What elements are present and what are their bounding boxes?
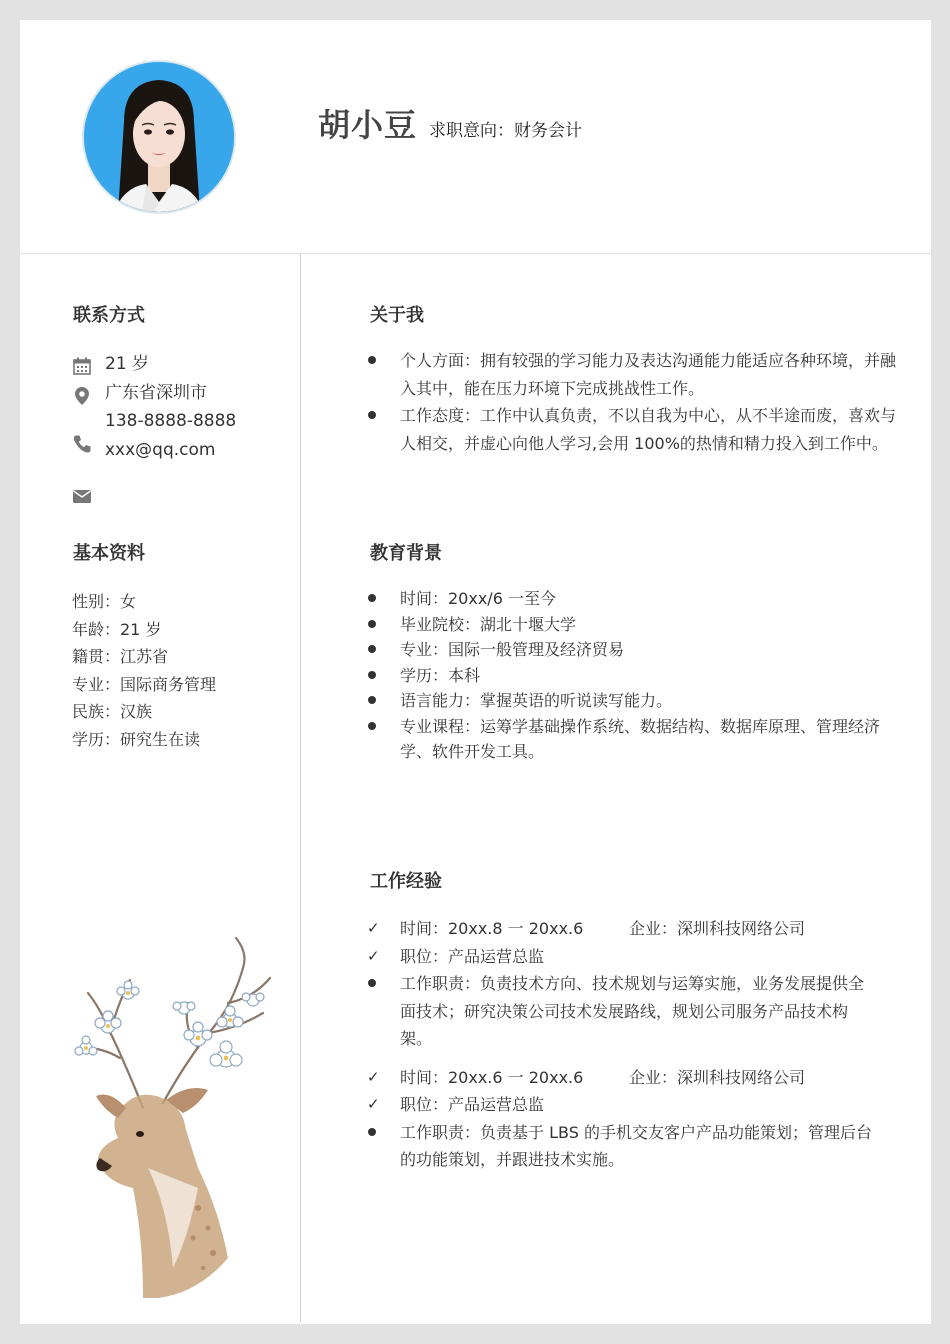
column-divider — [300, 254, 301, 1322]
mail-icon — [72, 486, 92, 506]
check-icon: ✓ — [367, 1095, 380, 1113]
education-section-title: 教育背景 — [370, 543, 442, 564]
contact-age: 21 岁 — [105, 354, 150, 374]
edu-item-language: 语言能力：掌握英语的听说读写能力。 — [367, 688, 897, 714]
job-1-company: 企业：深圳科技网络公司 — [629, 919, 806, 938]
basic-section-title: 基本资料 — [73, 543, 145, 564]
basic-major: 专业：国际商务管理 — [72, 674, 217, 694]
edu-item-time: 时间：20xx/6 一至今 — [367, 586, 897, 612]
bullet-dot — [368, 722, 376, 730]
bullet-dot — [368, 594, 376, 602]
edu-item-degree: 学历：本科 — [367, 663, 897, 689]
bullet-dot — [368, 645, 376, 653]
about-list — [367, 347, 897, 457]
phone-icon — [72, 434, 92, 454]
job-1-position: 职位：产品运营总监 — [400, 946, 545, 966]
job-intent-value: 财务会计 — [514, 121, 582, 141]
location-pin-icon — [72, 386, 92, 406]
deer-illustration — [48, 908, 298, 1298]
about-section-title: 关于我 — [370, 305, 424, 326]
basic-degree: 学历：研究生在读 — [72, 729, 201, 749]
bullet-dot — [368, 979, 376, 987]
job-1-duty-row — [367, 970, 872, 1053]
header-divider — [20, 253, 931, 254]
work-section-title: 工作经验 — [370, 871, 442, 892]
candidate-name: 胡小豆 — [318, 106, 418, 144]
job-2-duty: 工作职责：负责基于 LBS 的手机交友客户产品功能策划；管理后台的功能策划，并跟进技术实施。 — [400, 1122, 872, 1169]
education-list — [367, 586, 897, 765]
job-1-position-row — [367, 943, 872, 971]
basic-gender: 性别：女 — [72, 592, 137, 611]
edu-item-school: 毕业院校：湖北十堰大学 — [367, 612, 897, 638]
check-icon: ✓ — [367, 919, 380, 937]
basic-ethnicity: 民族：汉族 — [72, 702, 153, 721]
job-intent — [429, 116, 582, 141]
job-1-time: 时间：20xx.8 一 20xx.6 — [400, 919, 584, 938]
bullet-dot — [368, 671, 376, 679]
contact-phone: 138-8888-8888 — [105, 411, 237, 431]
contact-section-title: 联系方式 — [73, 305, 145, 326]
job-2-position: 职位：产品运营总监 — [400, 1095, 545, 1114]
bullet-dot — [368, 356, 376, 364]
portrait-illustration — [84, 62, 234, 212]
edu-item-major: 专业：国际一般管理及经济贸易 — [367, 637, 897, 663]
job-intent-label: 求职意向： — [429, 121, 514, 141]
about-item-attitude: 工作态度：工作中认真负责，不以自我为中心，从不半途而废，喜欢与人相交，并虚心向他人学习,会用 100%的热情和精力投入到工作中。 — [367, 402, 897, 457]
basic-info-list — [72, 588, 216, 753]
basic-hometown: 籍贯：江苏省 — [72, 647, 169, 666]
job-2-duty-row — [367, 1119, 872, 1174]
bullet-dot — [368, 411, 376, 419]
about-item-personal: 个人方面：拥有较强的学习能力及表达沟通能力能适应各种环境，并融入其中，能在压力环境下完成挑战性工作。 — [367, 347, 897, 402]
bullet-dot — [368, 1128, 376, 1136]
bullet-dot — [368, 696, 376, 704]
contact-details — [105, 350, 236, 464]
profile-photo — [82, 60, 236, 214]
check-icon: ✓ — [367, 946, 380, 965]
calendar-icon — [72, 356, 92, 376]
job-2-position-row — [367, 1091, 872, 1119]
edu-item-courses: 专业课程：运筹学基础操作系统、数据结构、数据库原理、管理经济学、软件开发工具。 — [367, 714, 897, 765]
job-2-company: 企业：深圳科技网络公司 — [629, 1067, 806, 1087]
basic-age: 年龄：21 岁 — [72, 619, 162, 639]
job-2-time-row — [367, 1064, 872, 1092]
work-list — [367, 915, 872, 1174]
bullet-dot — [368, 620, 376, 628]
job-1-time-row — [367, 915, 872, 943]
job-2-time: 时间：20xx.6 一 20xx.6 — [400, 1067, 584, 1087]
check-icon: ✓ — [367, 1067, 380, 1086]
contact-email: xxx@qq.com — [105, 439, 216, 460]
job-1-duty: 工作职责：负责技术方向、技术规划与运筹实施，业务发展提供全面技术；研究决策公司技术发展路线，规划公司服务产品技术构架。 — [400, 974, 865, 1048]
resume-page — [20, 20, 931, 1324]
contact-location: 广东省深圳市 — [105, 382, 207, 403]
